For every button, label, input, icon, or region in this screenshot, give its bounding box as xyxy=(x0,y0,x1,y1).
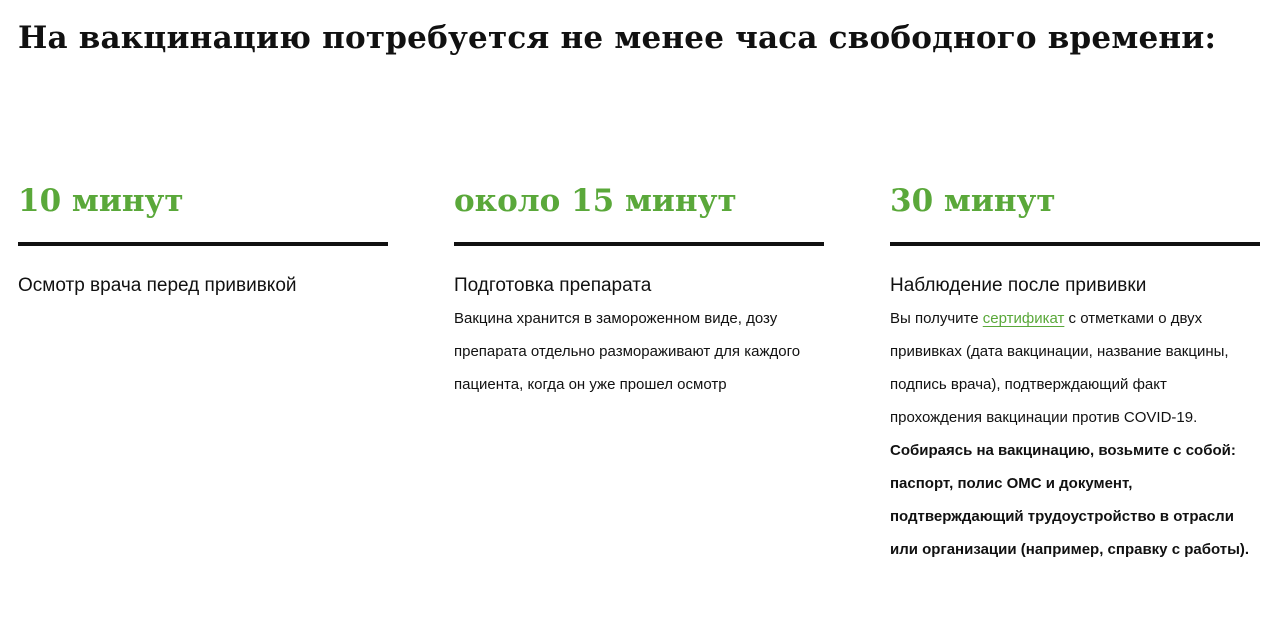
step-duration: около 15 минут xyxy=(454,183,737,219)
step-column-1 xyxy=(18,170,388,300)
step-title: Осмотр врача перед прививкой xyxy=(18,275,297,296)
step-description: Вакцина хранится в замороженном виде, дозу препарата отдельно размораживают для каждого пациента, когда он уже прошел осмотр xyxy=(454,310,801,393)
step-column-3 xyxy=(890,170,1260,566)
step-column-2 xyxy=(454,170,824,401)
divider xyxy=(890,242,1260,246)
step-title: Наблюдение после прививки xyxy=(890,275,1147,296)
certificate-link[interactable]: сертификат xyxy=(982,310,1065,327)
step-title: Подготовка препарата xyxy=(454,275,652,296)
bring-documents-note: Собираясь на вакцинацию, возьмите с собой: паспорт, полис ОМС и документ, подтверждающий трудоустройство в отрасли или организации (например, справку с работы). xyxy=(890,442,1250,558)
step-description xyxy=(890,302,1250,434)
step-duration: 30 минут xyxy=(890,183,1056,219)
divider xyxy=(18,242,388,246)
description-text: с отметками о двух прививках (дата вакцинации, название вакцины, подпись врача), подтверждающий факт прохождения вакцинации против COVID-19. xyxy=(890,310,1229,426)
divider xyxy=(454,242,824,246)
page-title: На вакцинацию потребуется не менее часа свободного времени: xyxy=(18,20,1217,56)
step-duration: 10 минут xyxy=(18,183,184,219)
description-text: Вы получите xyxy=(890,310,983,327)
